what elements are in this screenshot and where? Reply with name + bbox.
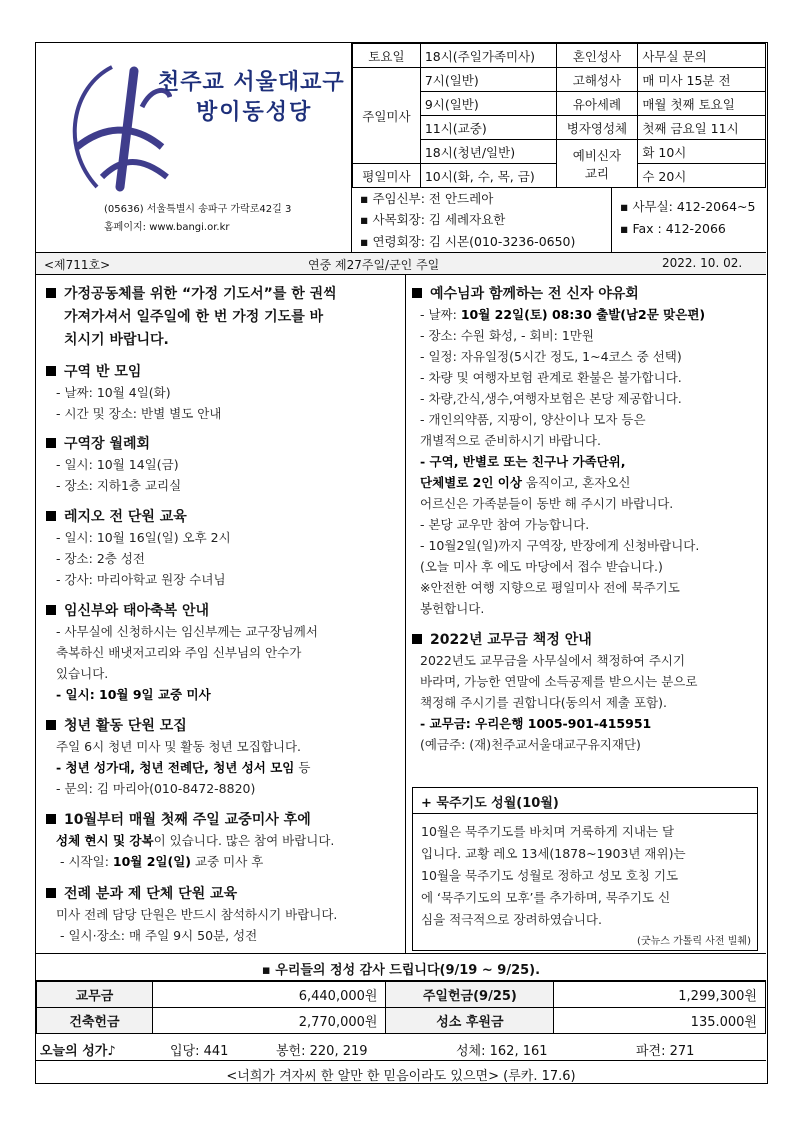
sacrament-info: 매 미사 15분 전 <box>638 68 766 92</box>
picnic-line: - 10월2일(일)까지 구역장, 반장에게 신청바랍니다. <box>420 538 700 553</box>
sunday-time: 7시(일반) <box>420 68 556 92</box>
youth-recruit-title: 청년 활동 단원 모집 <box>46 715 187 735</box>
weekday-label: 평일미사 <box>353 164 421 188</box>
hymn-entrance: 입당: 441 <box>170 1044 229 1059</box>
weekday-time: 10시(화, 수, 목, 금) <box>420 164 556 188</box>
bullet-square-icon <box>46 511 56 521</box>
mass-schedule-table <box>352 43 766 188</box>
offering-label: 성소 후원금 <box>386 1008 554 1034</box>
youth-recruit-groups: - 청년 성가대, 청년 전례단, 청년 성서 모임 등 <box>56 760 311 775</box>
picnic-date: - 날짜: 10월 22일(토) 08:30 출발(남2문 맞은편) <box>420 307 706 322</box>
district-meeting-title: 구역 반 모임 <box>46 361 141 381</box>
district-meeting-line: - 날짜: 10월 4일(화) <box>56 385 171 400</box>
bullet-square-icon <box>46 288 56 298</box>
tithe-account: - 교무금: 우리은행 1005-901-415951 <box>420 716 652 731</box>
pregnancy-blessing-line: 축복하신 배냇저고리와 주임 신부님의 안수가 <box>56 645 302 660</box>
parish-logo-area <box>36 43 352 253</box>
legio-education-line: - 강사: 마리아학교 원장 수녀님 <box>56 572 226 587</box>
sunday-time: 9시(일반) <box>420 92 556 116</box>
adoration-title: 10월부터 매월 첫째 주일 교중미사 후에 <box>46 809 311 829</box>
youth-recruit-contact: - 문의: 김 마리아(010-8472-8820) <box>56 781 256 796</box>
rosary-line: 에 ‘묵주기도의 모후’를 추가하며, 묵주기도 신 <box>421 890 671 905</box>
parish-name-line1: 천주교 서울대교구 <box>158 70 345 95</box>
offering-value: 6,440,000원 <box>152 982 386 1008</box>
saturday-time: 18시(주일가족미사) <box>420 44 556 68</box>
pregnancy-blessing-line: 있습니다. <box>56 666 109 681</box>
picnic-line: 봉헌합니다. <box>420 601 485 616</box>
rosary-month-title: + 묵주기도 성월(10월) <box>413 788 757 814</box>
parish-name-line2: 방이동성당 <box>196 100 313 125</box>
tithe-line: 2022년도 교무금을 사무실에서 책정하여 주시기 <box>420 653 686 668</box>
picnic-line: - 본당 교우만 참여 가능합니다. <box>420 517 590 532</box>
leaders-meeting-line: - 일시: 10월 14일(금) <box>56 457 179 472</box>
prayer-book-title: 가정공동체를 위한 “가정 기도서”를 한 권씩 <box>46 283 337 303</box>
rosary-source: (굿뉴스 가톨릭 사전 빌췌) <box>637 936 751 947</box>
offering-value: 135.000원 <box>554 1008 766 1034</box>
sacrament-name: 병자영성체 <box>556 116 638 140</box>
office-fax: ▪ Fax : 412-2066 <box>620 221 726 236</box>
table-row <box>37 1008 766 1034</box>
leaders-meeting-title: 구역장 월례회 <box>46 433 150 453</box>
sacrament-info: 첫째 금요일 11시 <box>638 116 766 140</box>
sunday-label: 주일미사 <box>353 68 421 164</box>
prayer-book-title-line3: 치시기 바랍니다. <box>64 332 169 348</box>
tithe-account-holder: (예금주: (재)천주교서울대교구유지재단) <box>420 737 641 752</box>
district-meeting-line: - 시간 및 장소: 반별 별도 안내 <box>56 406 222 421</box>
bible-verse: <너희가 겨자씨 한 알만 한 믿음이라도 있으면> (루카. 17.6) <box>226 1069 576 1084</box>
picnic-line: - 장소: 수원 화성, - 회비: 1만원 <box>420 328 594 343</box>
staff-list <box>352 187 612 253</box>
tithe-line: 바라며, 가능한 연말에 소득공제를 받으시는 분으로 <box>420 674 698 689</box>
issue-title: 연중 제27주일/군인 주일 <box>308 258 440 272</box>
rosary-line: 입니다. 교황 레오 13세(1878~1903년 재위)는 <box>421 846 686 861</box>
picnic-line: (오늘 미사 후 에도 마당에서 접수 받습니다.) <box>420 559 663 574</box>
sacrament-name: 고해성사 <box>556 68 638 92</box>
bullet-square-icon <box>46 605 56 615</box>
rosary-line: 심을 적극적으로 장려하였습니다. <box>421 912 602 927</box>
offering-value: 2,770,000원 <box>152 1008 386 1034</box>
picnic-group-line: - 구역, 반별로 또는 친구나 가족단위, <box>420 454 626 469</box>
parish-homepage: 홈페이지: www.bangi.or.kr <box>104 222 230 233</box>
parish-logo-icon <box>42 47 172 197</box>
catechumen-time: 화 10시 <box>638 140 766 164</box>
legio-education-title: 레지오 전 단원 교육 <box>46 506 187 526</box>
sunday-time: 11시(교중) <box>420 116 556 140</box>
picnic-line: 개별적으로 준비하시기 바랍니다. <box>420 433 601 448</box>
bulletin-header <box>36 43 766 253</box>
sunday-time: 18시(청년/일반) <box>420 140 556 164</box>
offering-label: 교무금 <box>37 982 153 1008</box>
liturgy-education-title: 전례 분과 제 단체 단원 교육 <box>46 883 237 903</box>
offerings-table <box>36 981 766 1034</box>
offerings-thanks: ▪ 우리들의 정성 감사 드립니다(9/19 ~ 9/25). <box>36 953 766 981</box>
offering-value: 1,299,300원 <box>554 982 766 1008</box>
leaders-meeting-line: - 장소: 지하1층 교리실 <box>56 478 182 493</box>
catechumen-time: 수 20시 <box>638 164 766 188</box>
offering-label: 건축헌금 <box>37 1008 153 1034</box>
rosary-line: 10월을 묵주기도 성월로 정하고 성모 호칭 기도 <box>421 868 679 883</box>
hymn-communion: 성체: 162, 161 <box>456 1044 548 1059</box>
catechumen-label-line1: 예비신자 <box>572 147 622 163</box>
rosary-line: 10월은 묵주기도를 바치며 거룩하게 지내는 달 <box>421 824 675 839</box>
picnic-line: - 차량 및 여행자보험 관계로 환불은 불가합니다. <box>420 370 682 385</box>
pregnancy-blessing-line: - 사무실에 신청하시는 임신부께는 교구장님께서 <box>56 624 318 639</box>
office-phone: ▪ 사무실: 412-2064~5 <box>620 199 756 214</box>
issue-date: 2022. 10. 02. <box>662 256 743 270</box>
picnic-title: 예수님과 함께하는 전 신자 야유회 <box>412 283 639 303</box>
legio-education-line: - 일시: 10월 16일(일) 오후 2시 <box>56 530 231 545</box>
catechumen-label <box>556 140 638 188</box>
table-row <box>37 982 766 1008</box>
issue-number: <제711호> <box>44 258 111 272</box>
tithe-line: 책정해 주시기를 권합니다(동의서 제출 포함). <box>420 695 667 710</box>
catechumen-label-line2: 교리 <box>584 165 610 181</box>
prayer-book-title-line2: 가져가셔서 일주일에 한 번 가정 기도를 바 <box>64 309 324 325</box>
parish-address: (05636) 서울특별시 송파구 가락로42길 3 <box>104 204 292 215</box>
bullet-square-icon <box>46 814 56 824</box>
sacrament-name: 유아세례 <box>556 92 638 116</box>
tithe-title: 2022년 교무금 책정 안내 <box>412 629 592 649</box>
picnic-line: - 일정: 자유일정(5시간 정도, 1~4코스 중 선택) <box>420 349 682 364</box>
issue-bar <box>36 253 766 275</box>
staff-council-president: ▪ 사목회장: 김 세례자요한 <box>360 212 506 227</box>
offering-label: 주일헌금(9/25) <box>386 982 554 1008</box>
liturgy-education-line: - 일시·장소: 매 주일 9시 50분, 성전 <box>60 928 258 943</box>
sacrament-name: 혼인성사 <box>556 44 638 68</box>
rosary-month-box <box>412 787 758 951</box>
picnic-line: ※안전한 여행 지향으로 평일미사 전에 묵주기도 <box>420 580 680 595</box>
right-column <box>406 275 766 953</box>
bullet-square-icon <box>412 288 422 298</box>
bullet-square-icon <box>46 366 56 376</box>
bullet-square-icon <box>412 634 422 644</box>
legio-education-line: - 장소: 2층 성전 <box>56 551 145 566</box>
picnic-line: - 차량,간식,생수,여행자보험은 본당 제공합니다. <box>420 391 682 406</box>
hymn-recessional: 파견: 271 <box>636 1044 695 1059</box>
pregnancy-blessing-date: - 일시: 10월 9일 교중 미사 <box>56 687 211 702</box>
adoration-line: 성체 현시 및 강복이 있습니다. 많은 참여 바랍니다. <box>56 833 335 848</box>
bullet-square-icon <box>46 720 56 730</box>
todays-hymns <box>36 1035 766 1061</box>
hymns-label: 오늘의 성가♪ <box>40 1044 116 1059</box>
picnic-group-line: 단체별로 2인 이상 움직이고, 혼자오신 <box>420 475 631 490</box>
sacrament-info: 매월 첫째 토요일 <box>638 92 766 116</box>
bullet-square-icon <box>46 888 56 898</box>
hymn-offertory: 봉헌: 220, 219 <box>276 1044 368 1059</box>
liturgy-education-line: 미사 전례 담당 단원은 반드시 참석하시기 바랍니다. <box>56 907 338 922</box>
saturday-label: 토요일 <box>353 44 421 68</box>
picnic-group-line: 어르신은 가족분들이 동반 해 주시기 바랍니다. <box>420 496 674 511</box>
pregnancy-blessing-title: 임신부와 태아축복 안내 <box>46 600 209 620</box>
sacrament-info: 사무실 문의 <box>638 44 766 68</box>
youth-recruit-line: 주일 6시 청년 미사 및 활동 청년 모집합니다. <box>56 739 302 754</box>
staff-funeral-chair: ▪ 연령회장: 김 시몬(010-3236-0650) <box>360 234 576 249</box>
bullet-square-icon <box>46 438 56 448</box>
left-column <box>36 275 406 953</box>
staff-pastor: ▪ 주임신부: 전 안드레아 <box>360 191 494 206</box>
office-contact <box>612 187 766 253</box>
picnic-line: - 개인의약품, 지팡이, 양산이나 모자 등은 <box>420 412 646 427</box>
bulletin-page <box>35 42 768 1084</box>
adoration-start: - 시작일: 10월 2일(일) 교중 미사 후 <box>60 854 264 869</box>
